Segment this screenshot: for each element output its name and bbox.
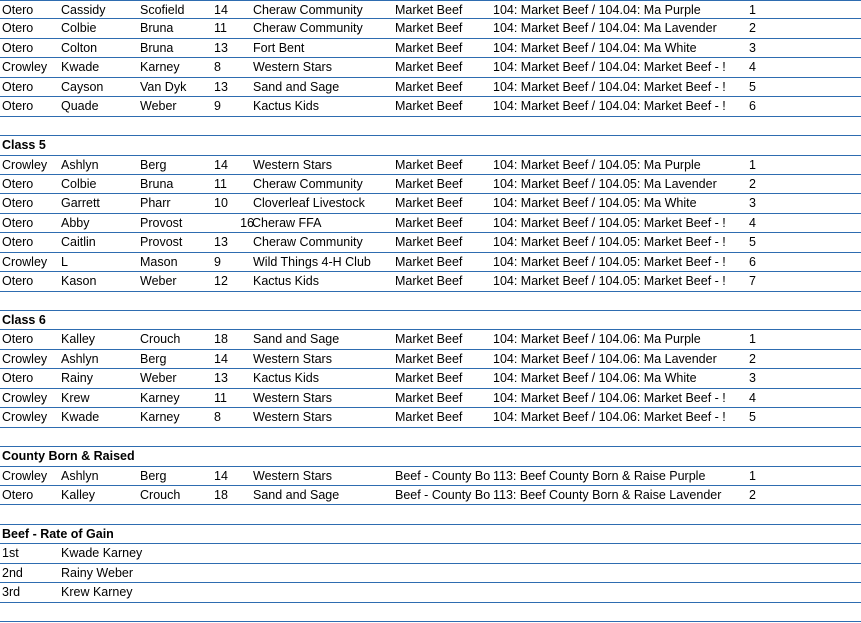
class-cell: 104: Market Beef / 104.06: Market Beef - ! [493,410,726,425]
rank-cell: 2nd [2,565,23,580]
section-heading-row [0,447,861,466]
blank-row [0,603,861,622]
place-cell: 7 [749,274,756,289]
age-cell: 8 [214,60,221,75]
name-cell: Rainy Weber [61,565,134,580]
section-heading-row [0,311,861,330]
county-cell: Crowley [2,351,48,366]
place-cell: 2 [749,351,756,366]
blank-row [0,292,861,311]
age-cell: 13 [214,79,228,94]
club-cell: Western Stars [253,351,332,366]
place-cell: 1 [749,3,756,17]
county-cell: Otero [2,3,34,17]
first-cell: Ashlyn [61,351,99,366]
club-cell: Western Stars [253,157,332,172]
last-cell: Bruna [140,21,174,36]
age-cell: 18 [214,487,228,502]
club-cell: Cheraw Community [253,21,363,36]
last-cell: Provost [140,235,183,250]
age-cell: 11 [214,176,227,191]
class-cell: 104: Market Beef / 104.04: Ma Purple [493,3,701,17]
age-cell: 8 [214,410,221,425]
div-cell: Market Beef [395,390,463,405]
last-cell: Karney [140,410,180,425]
last-cell: Provost [140,215,183,230]
place-cell: 5 [749,235,756,250]
place-cell: 4 [749,390,756,405]
last-cell: Karney [140,390,180,405]
club-cell: Kactus Kids [253,274,320,289]
table-row [0,78,861,97]
div-cell: Market Beef [395,254,463,269]
table-row [0,330,861,349]
place-cell: 4 [749,60,756,75]
place-cell: 2 [749,176,756,191]
club-cell: Cheraw Community [253,235,363,250]
div-cell: Market Beef [395,99,463,114]
class-cell: 104: Market Beef / 104.05: Market Beef - ! [493,274,726,289]
county-cell: Otero [2,99,34,114]
county-cell: Otero [2,176,34,191]
table-row [0,97,861,116]
rank-cell: 1st [2,546,19,561]
age-cell: 16 [240,215,254,230]
county-cell: Otero [2,215,34,230]
class-cell: 104: Market Beef / 104.05: Market Beef - ! [493,215,726,230]
table-row [0,272,861,291]
club-cell: Western Stars [253,390,332,405]
div-cell: Market Beef [395,410,463,425]
div-cell: Market Beef [395,235,463,250]
div-cell: Market Beef [395,176,463,191]
table-row [0,564,861,583]
first-cell: Ashlyn [61,157,99,172]
last-cell: Mason [140,254,178,269]
first-cell: Abby [61,215,90,230]
county-cell: Otero [2,274,34,289]
table-row [0,467,861,486]
div-cell: Market Beef [395,332,463,347]
div-cell: Market Beef [395,79,463,94]
table-row [0,214,861,233]
name-cell: Kwade Karney [61,546,143,561]
div-cell: Market Beef [395,3,463,17]
div-cell: Market Beef [395,215,463,230]
club-cell: Western Stars [253,410,332,425]
club-cell: Kactus Kids [253,371,320,386]
county-cell: Otero [2,21,34,36]
first-cell: Kason [61,274,97,289]
section-heading-row [0,136,861,155]
last-cell: Karney [140,60,180,75]
div-cell: Market Beef [395,371,463,386]
last-cell: Weber [140,274,177,289]
place-cell: 2 [749,21,756,36]
last-cell: Crouch [140,487,181,502]
county-cell: Otero [2,235,34,250]
table-row [0,583,861,602]
class-cell: 104: Market Beef / 104.05: Market Beef - ! [493,254,726,269]
first-cell: Ashlyn [61,468,99,483]
first-cell: Kwade [61,410,100,425]
div-cell: Beef - County Bo [395,487,491,502]
table-row [0,156,861,175]
county-cell: Crowley [2,410,48,425]
last-cell: Pharr [140,196,171,211]
class-cell: 113: Beef County Born & Raise Lavender [493,487,722,502]
club-cell: Cheraw FFA [252,215,322,230]
table-row [0,389,861,408]
last-cell: Crouch [140,332,181,347]
first-cell: Colbie [61,21,97,36]
class-cell: 104: Market Beef / 104.06: Market Beef - ! [493,390,726,405]
first-cell: Caitlin [61,235,96,250]
club-cell: Cheraw Community [253,3,363,17]
first-cell: Colton [61,40,98,55]
age-cell: 11 [214,390,227,405]
first-cell: Kalley [61,487,96,502]
name-cell: Krew Karney [61,585,133,600]
club-cell: Sand and Sage [253,487,340,502]
last-cell: Berg [140,468,167,483]
last-cell: Scofield [140,3,185,17]
county-cell: Crowley [2,390,48,405]
club-cell: Fort Bent [253,40,305,55]
table-row [0,39,861,58]
class-cell: 104: Market Beef / 104.06: Ma Lavender [493,351,717,366]
club-cell: Wild Things 4-H Club [253,254,371,269]
last-cell: Berg [140,157,167,172]
county-cell: Crowley [2,157,48,172]
age-cell: 11 [214,21,227,36]
club-cell: Sand and Sage [253,79,340,94]
class-cell: 104: Market Beef / 104.04: Market Beef - ! [493,79,726,94]
table-row [0,369,861,388]
first-cell: Krew [61,390,90,405]
club-cell: Western Stars [253,468,332,483]
section-heading: County Born & Raised [2,449,135,464]
last-cell: Bruna [140,176,174,191]
age-cell: 13 [214,371,228,386]
table-row [0,19,861,38]
age-cell: 14 [214,351,228,366]
county-cell: Otero [2,79,34,94]
blank-row [0,428,861,447]
last-cell: Weber [140,99,177,114]
place-cell: 3 [749,196,756,211]
county-cell: Crowley [2,60,48,75]
club-cell: Cloverleaf Livestock [253,196,365,211]
table-row [0,175,861,194]
age-cell: 9 [214,254,221,269]
table-row [0,58,861,77]
last-cell: Weber [140,371,177,386]
class-cell: 104: Market Beef / 104.05: Ma White [493,196,697,211]
last-cell: Bruna [140,40,174,55]
place-cell: 3 [749,40,756,55]
age-cell: 14 [214,3,228,17]
place-cell: 1 [749,332,756,347]
class-cell: 104: Market Beef / 104.05: Ma Lavender [493,176,717,191]
class-cell: 104: Market Beef / 104.04: Market Beef - ! [493,99,726,114]
class-cell: 104: Market Beef / 104.06: Ma White [493,371,697,386]
age-cell: 12 [214,274,228,289]
section-heading: Beef - Rate of Gain [2,526,114,541]
first-cell: L [61,254,68,269]
first-cell: Colbie [61,176,97,191]
first-cell: Quade [61,99,99,114]
place-cell: 5 [749,79,756,94]
place-cell: 1 [749,157,756,172]
section-heading: Class 6 [2,313,46,327]
place-cell: 3 [749,371,756,386]
county-cell: Otero [2,371,34,386]
div-cell: Market Beef [395,21,463,36]
table-row [0,194,861,213]
place-cell: 6 [749,99,756,114]
first-cell: Kalley [61,332,96,347]
age-cell: 13 [214,40,228,55]
county-cell: Crowley [2,254,48,269]
blank-row [0,505,861,524]
first-cell: Rainy [61,371,93,386]
age-cell: 14 [214,468,228,483]
class-cell: 113: Beef County Born & Raise Purple [493,468,706,483]
place-cell: 6 [749,254,756,269]
age-cell: 13 [214,235,228,250]
first-cell: Cassidy [61,3,106,17]
class-cell: 104: Market Beef / 104.04: Market Beef - ! [493,60,726,75]
first-cell: Garrett [61,196,100,211]
age-cell: 10 [214,196,228,211]
section-heading: Class 5 [2,138,46,153]
div-cell: Market Beef [395,40,463,55]
table-row [0,253,861,272]
div-cell: Market Beef [395,60,463,75]
place-cell: 5 [749,410,756,425]
div-cell: Market Beef [395,274,463,289]
last-cell: Van Dyk [140,79,187,94]
age-cell: 18 [214,332,228,347]
table-row [0,233,861,252]
county-cell: Otero [2,40,34,55]
age-cell: 9 [214,99,221,114]
div-cell: Beef - County Bo [395,468,491,483]
county-cell: Otero [2,196,34,211]
table-row [0,0,861,19]
county-cell: Otero [2,332,34,347]
class-cell: 104: Market Beef / 104.05: Market Beef - ! [493,235,726,250]
rank-cell: 3rd [2,585,21,600]
place-cell: 4 [749,215,756,230]
section-heading-row [0,525,861,544]
table-row [0,350,861,369]
county-cell: Otero [2,487,34,502]
table-row [0,544,861,563]
table-row [0,486,861,505]
div-cell: Market Beef [395,351,463,366]
div-cell: Market Beef [395,157,463,172]
first-cell: Cayson [61,79,104,94]
class-cell: 104: Market Beef / 104.05: Ma Purple [493,157,701,172]
table-row [0,408,861,427]
club-cell: Sand and Sage [253,332,340,347]
first-cell: Kwade [61,60,100,75]
club-cell: Cheraw Community [253,176,363,191]
club-cell: Kactus Kids [253,99,320,114]
blank-row [0,117,861,136]
place-cell: 1 [749,468,756,483]
class-cell: 104: Market Beef / 104.06: Ma Purple [493,332,701,347]
class-cell: 104: Market Beef / 104.04: Ma White [493,40,697,55]
last-cell: Berg [140,351,167,366]
div-cell: Market Beef [395,196,463,211]
age-cell: 14 [214,157,228,172]
place-cell: 2 [749,487,756,502]
club-cell: Western Stars [253,60,332,75]
class-cell: 104: Market Beef / 104.04: Ma Lavender [493,21,717,36]
county-cell: Crowley [2,468,48,483]
